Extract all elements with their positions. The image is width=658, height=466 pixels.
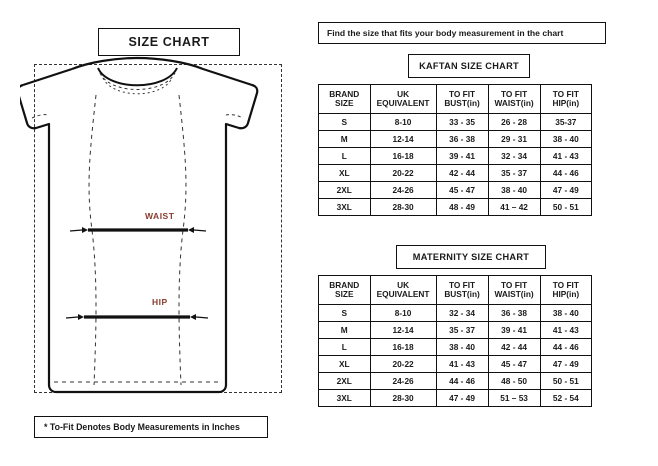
cell-uk: 28-30	[370, 199, 436, 216]
cell-waist: 42 - 44	[488, 339, 540, 356]
cell-waist: 39 - 41	[488, 322, 540, 339]
column-header-uk-equivalent: UK EQUIVALENT	[370, 85, 436, 114]
column-header-waist: TO FIT WAIST(in)	[488, 276, 540, 305]
cell-hip: 50 - 51	[540, 199, 591, 216]
size-tables-panel	[300, 0, 658, 466]
cell-waist: 35 - 37	[488, 165, 540, 182]
table-row	[319, 165, 592, 182]
cell-waist: 32 - 34	[488, 148, 540, 165]
cell-bust: 48 - 49	[436, 199, 488, 216]
cell-hip: 35-37	[540, 114, 591, 131]
column-header-brand-size: BRAND SIZE	[319, 276, 371, 305]
hip-measure-label: HIP	[152, 297, 168, 307]
cell-waist: 26 - 28	[488, 114, 540, 131]
cell-bust: 47 - 49	[436, 390, 488, 407]
cell-brand-size: 2XL	[319, 373, 371, 390]
cell-waist: 41 – 42	[488, 199, 540, 216]
cell-brand-size: S	[319, 305, 371, 322]
cell-uk: 24-26	[370, 373, 436, 390]
cell-hip: 44 - 46	[540, 165, 591, 182]
column-header-hip: TO FIT HIP(in)	[540, 276, 591, 305]
table-row	[319, 182, 592, 199]
table-row	[319, 114, 592, 131]
table-row	[319, 131, 592, 148]
column-header-bust: TO FIT BUST(in)	[436, 276, 488, 305]
cell-uk: 24-26	[370, 182, 436, 199]
table-row	[319, 322, 592, 339]
maternity-chart-heading: MATERNITY SIZE CHART	[396, 245, 546, 269]
column-header-waist: TO FIT WAIST(in)	[488, 85, 540, 114]
table-row	[319, 148, 592, 165]
kaftan-chart-heading: KAFTAN SIZE CHART	[408, 54, 530, 78]
cell-waist: 45 - 47	[488, 356, 540, 373]
kaftan-illustration	[20, 55, 282, 400]
cell-brand-size: 3XL	[319, 199, 371, 216]
cell-bust: 39 - 41	[436, 148, 488, 165]
cell-hip: 44 - 46	[540, 339, 591, 356]
cell-uk: 16-18	[370, 148, 436, 165]
cell-hip: 41 - 43	[540, 322, 591, 339]
table-row	[319, 199, 592, 216]
cell-uk: 28-30	[370, 390, 436, 407]
cell-bust: 44 - 46	[436, 373, 488, 390]
cell-brand-size: M	[319, 131, 371, 148]
table-row	[319, 390, 592, 407]
column-header-uk-equivalent: UK EQUIVALENT	[370, 276, 436, 305]
cell-brand-size: 3XL	[319, 390, 371, 407]
cell-brand-size: L	[319, 148, 371, 165]
table-row	[319, 356, 592, 373]
cell-waist: 51 – 53	[488, 390, 540, 407]
column-header-hip: TO FIT HIP(in)	[540, 85, 591, 114]
cell-bust: 32 - 34	[436, 305, 488, 322]
kaftan-size-table	[318, 84, 592, 216]
cell-uk: 16-18	[370, 339, 436, 356]
cell-hip: 38 - 40	[540, 131, 591, 148]
cell-bust: 33 - 35	[436, 114, 488, 131]
cell-hip: 47 - 49	[540, 182, 591, 199]
cell-bust: 38 - 40	[436, 339, 488, 356]
table-row	[319, 305, 592, 322]
cell-bust: 35 - 37	[436, 322, 488, 339]
cell-brand-size: L	[319, 339, 371, 356]
cell-brand-size: XL	[319, 356, 371, 373]
cell-hip: 52 - 54	[540, 390, 591, 407]
garment-diagram-panel	[0, 0, 300, 466]
cell-waist: 29 - 31	[488, 131, 540, 148]
cell-uk: 8-10	[370, 305, 436, 322]
cell-hip: 47 - 49	[540, 356, 591, 373]
instruction-banner: Find the size that fits your body measurement in the chart	[318, 22, 606, 44]
table-row	[319, 339, 592, 356]
cell-hip: 38 - 40	[540, 305, 591, 322]
cell-brand-size: S	[319, 114, 371, 131]
cell-brand-size: M	[319, 322, 371, 339]
cell-bust: 42 - 44	[436, 165, 488, 182]
table-header-row	[319, 85, 592, 114]
cell-hip: 41 - 43	[540, 148, 591, 165]
cell-uk: 20-22	[370, 356, 436, 373]
column-header-bust: TO FIT BUST(in)	[436, 85, 488, 114]
table-header-row	[319, 276, 592, 305]
cell-waist: 38 - 40	[488, 182, 540, 199]
cell-uk: 12-14	[370, 131, 436, 148]
cell-waist: 36 - 38	[488, 305, 540, 322]
footnote-text: * To-Fit Denotes Body Measurements in Inches	[34, 416, 268, 438]
cell-uk: 8-10	[370, 114, 436, 131]
cell-waist: 48 - 50	[488, 373, 540, 390]
table-row	[319, 373, 592, 390]
page-title: SIZE CHART	[98, 28, 240, 56]
column-header-brand-size: BRAND SIZE	[319, 85, 371, 114]
cell-bust: 45 - 47	[436, 182, 488, 199]
cell-uk: 20-22	[370, 165, 436, 182]
cell-brand-size: 2XL	[319, 182, 371, 199]
cell-uk: 12-14	[370, 322, 436, 339]
cell-bust: 36 - 38	[436, 131, 488, 148]
cell-hip: 50 - 51	[540, 373, 591, 390]
cell-bust: 41 - 43	[436, 356, 488, 373]
maternity-size-table	[318, 275, 592, 407]
waist-measure-label: WAIST	[145, 211, 175, 221]
cell-brand-size: XL	[319, 165, 371, 182]
